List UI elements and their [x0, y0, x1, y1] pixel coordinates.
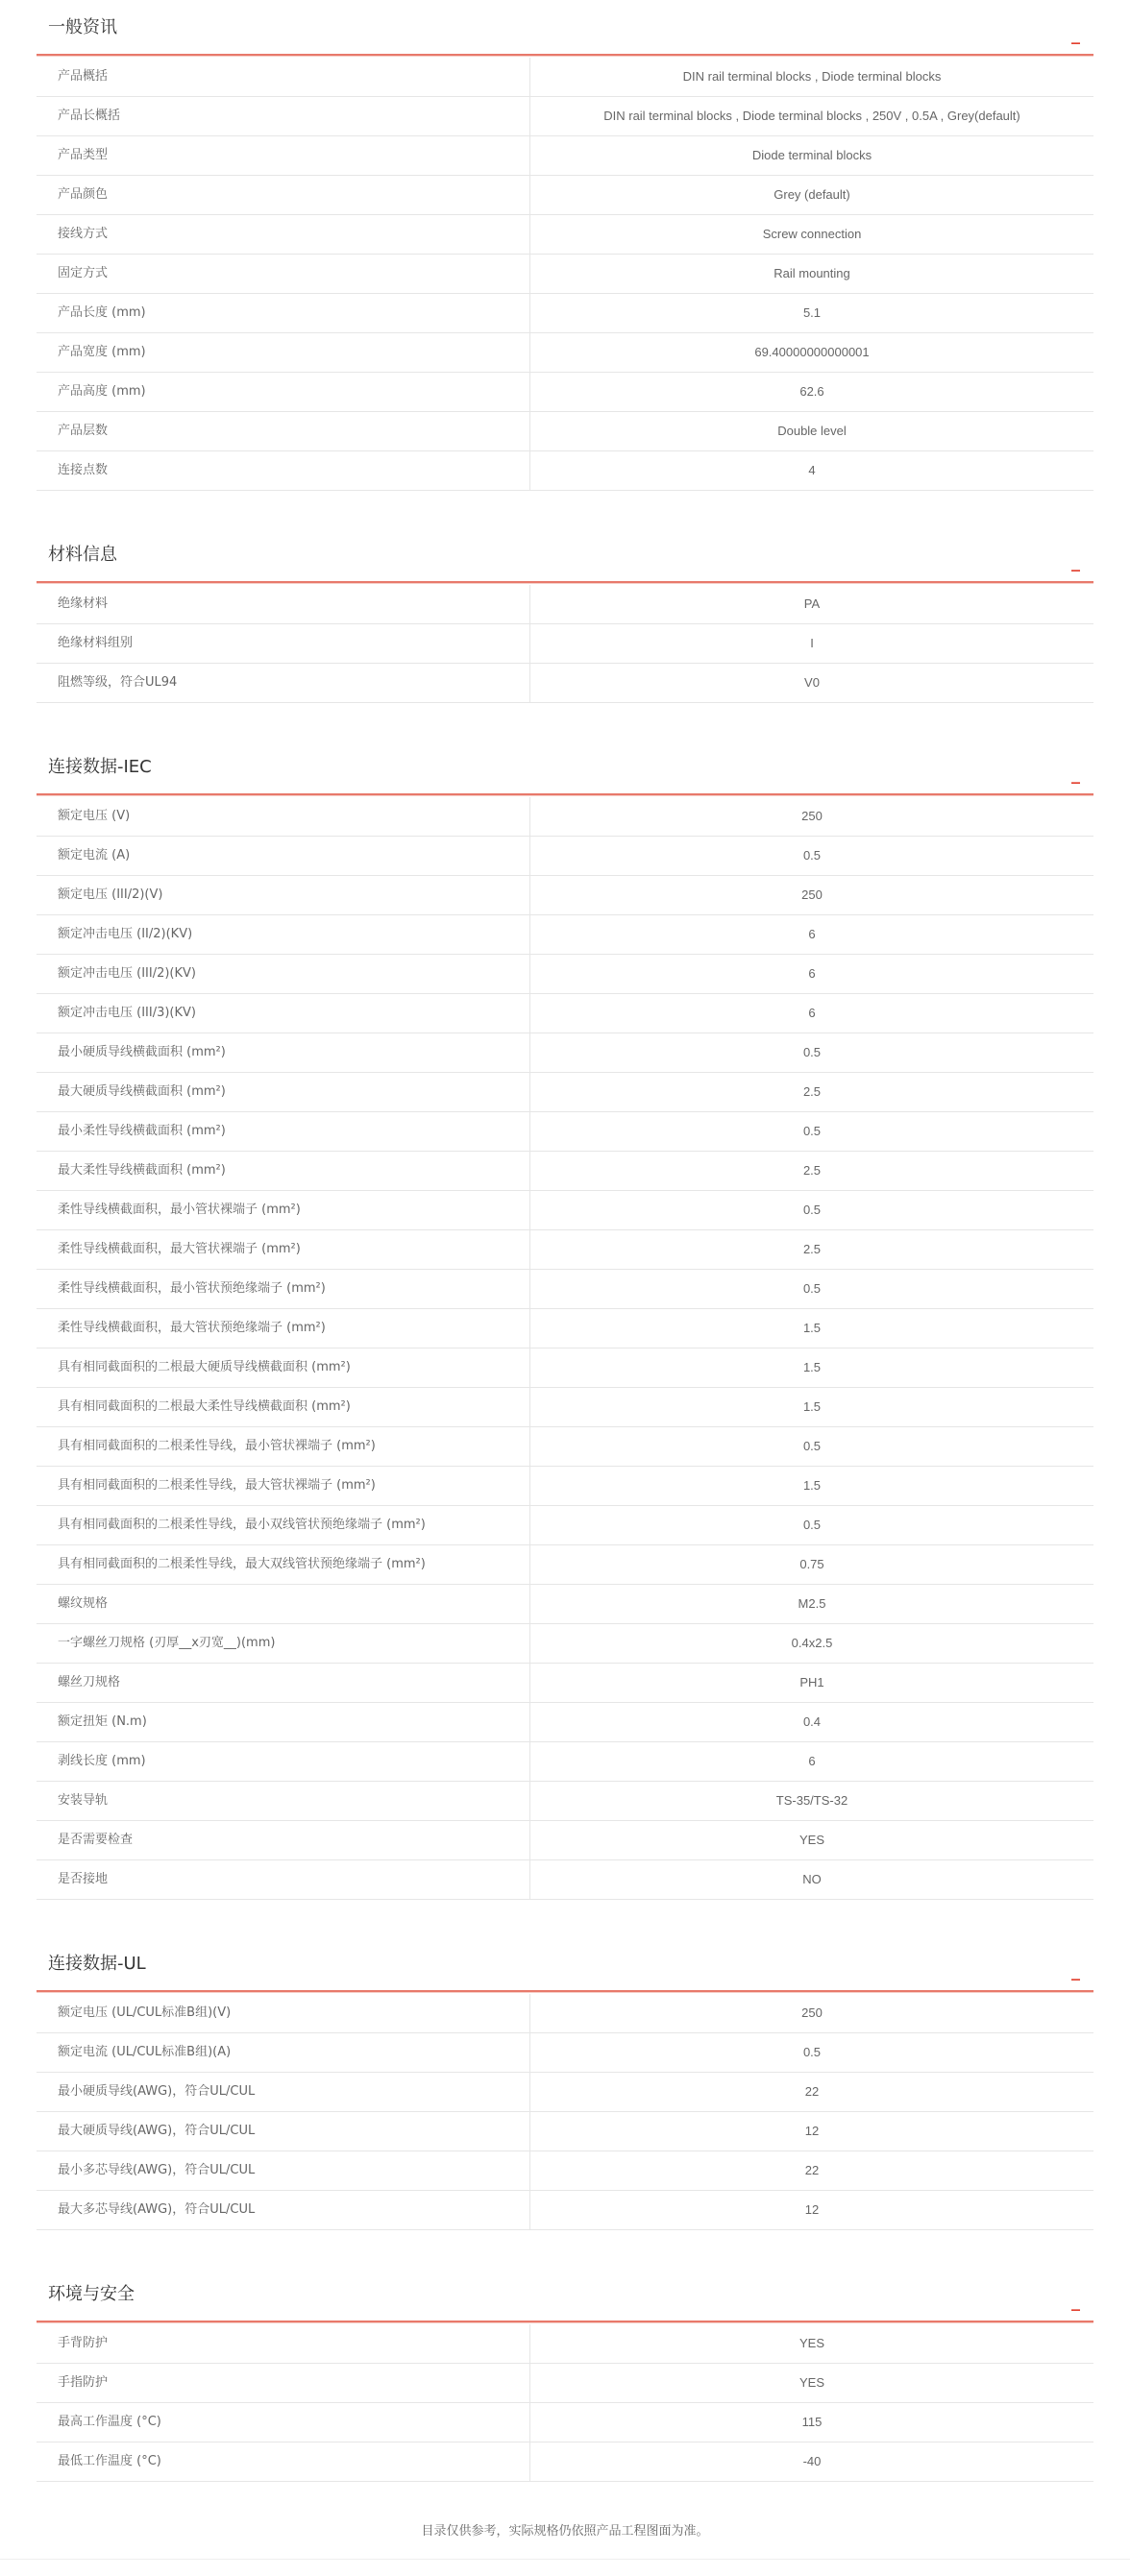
table-row — [37, 1703, 1093, 1742]
spec-value: 1.5 — [802, 1478, 822, 1493]
table-row — [37, 2073, 1093, 2112]
section-header — [37, 527, 1093, 583]
spec-value: I — [810, 636, 814, 650]
spec-label: 额定电压 (III/2)(V) — [37, 876, 530, 914]
spec-label: 连接点数 — [37, 451, 530, 490]
spec-sections — [37, 0, 1093, 2482]
spec-value: NO — [802, 1872, 822, 1886]
collapse-toggle-icon[interactable]: _ — [1071, 25, 1080, 45]
section-env — [37, 2267, 1093, 2482]
spec-label: 最高工作温度 (°C) — [37, 2403, 530, 2442]
spec-value: 6 — [808, 1754, 816, 1768]
spec-value: Rail mounting — [774, 266, 850, 280]
collapse-toggle-icon[interactable]: _ — [1071, 1961, 1080, 1981]
spec-value: 250 — [801, 809, 823, 823]
table-row — [37, 1585, 1093, 1624]
spec-value: Grey (default) — [774, 187, 850, 202]
spec-value: 1.5 — [802, 1360, 822, 1374]
spec-label: 最小柔性导线横截面积 (mm²) — [37, 1112, 530, 1151]
spec-label: 产品颜色 — [37, 176, 530, 214]
section-title: 连接数据-UL — [48, 1954, 146, 1974]
table-row — [37, 1112, 1093, 1152]
table-row — [37, 294, 1093, 333]
section-ul — [37, 1936, 1093, 2230]
table-row — [37, 1427, 1093, 1467]
spec-value: 6 — [808, 927, 816, 941]
spec-table — [37, 2324, 1093, 2482]
table-row — [37, 2151, 1093, 2191]
spec-value: 1.5 — [802, 1321, 822, 1335]
spec-value: 6 — [808, 1006, 816, 1020]
spec-label: 柔性导线横截面积，最大管状裸端子 (mm²) — [37, 1230, 530, 1269]
spec-value: M2.5 — [798, 1596, 826, 1611]
spec-label: 产品长度 (mm) — [37, 294, 530, 332]
spec-table — [37, 797, 1093, 1900]
spec-value: 12 — [804, 2124, 820, 2138]
spec-label: 剥线长度 (mm) — [37, 1742, 530, 1781]
section-header — [37, 740, 1093, 795]
spec-value: 22 — [804, 2084, 820, 2099]
spec-value: Screw connection — [762, 227, 862, 241]
spec-label: 额定扭矩 (N.m) — [37, 1703, 530, 1741]
spec-label: 螺纹规格 — [37, 1585, 530, 1623]
spec-value: DIN rail terminal blocks , Diode terminal blocks , 250V , 0.5A , Grey(default) — [603, 109, 1020, 123]
spec-value: 5.1 — [802, 305, 822, 320]
spec-label: 柔性导线横截面积，最大管状预绝缘端子 (mm²) — [37, 1309, 530, 1348]
table-row — [37, 1388, 1093, 1427]
table-row — [37, 1230, 1093, 1270]
spec-label: 固定方式 — [37, 255, 530, 293]
spec-value: PH1 — [799, 1675, 824, 1689]
section-title: 一般资讯 — [48, 17, 117, 37]
table-row — [37, 994, 1093, 1033]
spec-value: 69.40000000000001 — [754, 345, 870, 359]
spec-label: 是否接地 — [37, 1860, 530, 1899]
table-row — [37, 915, 1093, 955]
spec-label: 螺丝刀规格 — [37, 1664, 530, 1702]
table-row — [37, 373, 1093, 412]
spec-label: 最大柔性导线横截面积 (mm²) — [37, 1152, 530, 1190]
collapse-toggle-icon[interactable]: _ — [1071, 2292, 1080, 2312]
spec-label: 最小多芯导线(AWG)，符合UL/CUL — [37, 2151, 530, 2190]
table-row — [37, 955, 1093, 994]
table-row — [37, 215, 1093, 255]
table-row — [37, 624, 1093, 664]
table-row — [37, 1270, 1093, 1309]
table-row — [37, 585, 1093, 624]
table-row — [37, 1152, 1093, 1191]
table-row — [37, 664, 1093, 703]
spec-value: 0.75 — [799, 1557, 824, 1571]
spec-value: 62.6 — [799, 384, 824, 399]
table-row — [37, 1309, 1093, 1349]
section-header — [37, 0, 1093, 56]
spec-label: 最大硬质导线横截面积 (mm²) — [37, 1073, 530, 1111]
spec-table — [37, 58, 1093, 491]
spec-table — [37, 1994, 1093, 2230]
table-row — [37, 1664, 1093, 1703]
section-header — [37, 1936, 1093, 1992]
spec-value: 1.5 — [802, 1399, 822, 1414]
table-row — [37, 97, 1093, 136]
section-title: 连接数据-IEC — [48, 757, 152, 777]
spec-label: 具有相同截面积的二根最大柔性导线横截面积 (mm²) — [37, 1388, 530, 1426]
spec-label: 产品宽度 (mm) — [37, 333, 530, 372]
collapse-toggle-icon[interactable]: _ — [1071, 765, 1080, 785]
spec-value: 2.5 — [802, 1242, 822, 1256]
spec-value: 0.5 — [802, 848, 822, 863]
spec-value: 115 — [801, 2415, 823, 2429]
collapse-toggle-icon[interactable]: _ — [1071, 552, 1080, 572]
table-row — [37, 1506, 1093, 1545]
spec-value: 22 — [804, 2163, 820, 2177]
spec-label: 柔性导线横截面积，最小管状预绝缘端子 (mm²) — [37, 1270, 530, 1308]
table-row — [37, 2191, 1093, 2230]
section-iec — [37, 740, 1093, 1900]
table-row — [37, 1545, 1093, 1585]
spec-label: 安装导轨 — [37, 1782, 530, 1820]
table-row — [37, 1821, 1093, 1860]
spec-label: 产品层数 — [37, 412, 530, 450]
spec-value: 0.5 — [802, 1281, 822, 1296]
spec-value: -40 — [802, 2454, 822, 2468]
table-row — [37, 2403, 1093, 2442]
spec-value: 0.4 — [802, 1714, 822, 1729]
spec-label: 最小硬质导线(AWG)，符合UL/CUL — [37, 2073, 530, 2111]
section-general — [37, 0, 1093, 491]
table-row — [37, 1742, 1093, 1782]
table-row — [37, 797, 1093, 837]
spec-value: 0.5 — [802, 1045, 822, 1059]
spec-value: Double level — [777, 424, 847, 438]
table-row — [37, 2112, 1093, 2151]
spec-label: 接线方式 — [37, 215, 530, 254]
spec-value: 12 — [804, 2202, 820, 2217]
table-row — [37, 1349, 1093, 1388]
spec-value: 2.5 — [802, 1163, 822, 1178]
spec-label: 具有相同截面积的二根柔性导线，最小双线管状预绝缘端子 (mm²) — [37, 1506, 530, 1544]
table-row — [37, 837, 1093, 876]
spec-table — [37, 585, 1093, 703]
table-row — [37, 1994, 1093, 2033]
table-row — [37, 2442, 1093, 2482]
spec-label: 具有相同截面积的二根最大硬质导线横截面积 (mm²) — [37, 1349, 530, 1387]
table-row — [37, 1191, 1093, 1230]
table-row — [37, 451, 1093, 491]
spec-value: 2.5 — [802, 1084, 822, 1099]
spec-value: 6 — [808, 966, 816, 981]
spec-value: Diode terminal blocks — [751, 148, 872, 162]
table-row — [37, 2033, 1093, 2073]
spec-value: V0 — [804, 675, 820, 690]
spec-label: 一字螺丝刀规格 (刃厚__x刃宽__)(mm) — [37, 1624, 530, 1663]
table-row — [37, 1782, 1093, 1821]
spec-label: 是否需要检查 — [37, 1821, 530, 1859]
spec-label: 产品类型 — [37, 136, 530, 175]
spec-label: 绝缘材料组别 — [37, 624, 530, 663]
table-row — [37, 255, 1093, 294]
spec-value: PA — [803, 596, 821, 611]
spec-value: 0.5 — [802, 1439, 822, 1453]
spec-label: 手指防护 — [37, 2364, 530, 2402]
spec-label: 额定冲击电压 (III/2)(KV) — [37, 955, 530, 993]
table-row — [37, 1467, 1093, 1506]
spec-value: 0.5 — [802, 1124, 822, 1138]
footer-note: 目录仅供参考，实际规格仍依照产品工程图面为准。 — [421, 2524, 709, 2539]
spec-label: 额定电压 (UL/CUL标准B组)(V) — [37, 1994, 530, 2032]
spec-value: 250 — [801, 2005, 823, 2020]
spec-value: 0.5 — [802, 2045, 822, 2059]
spec-label: 手背防护 — [37, 2324, 530, 2363]
spec-label: 额定电压 (V) — [37, 797, 530, 836]
spec-label: 最小硬质导线横截面积 (mm²) — [37, 1033, 530, 1072]
section-header — [37, 2267, 1093, 2322]
table-row — [37, 176, 1093, 215]
table-row — [37, 1860, 1093, 1900]
spec-label: 绝缘材料 — [37, 585, 530, 623]
spec-value: YES — [798, 1833, 824, 1847]
spec-label: 具有相同截面积的二根柔性导线，最大管状裸端子 (mm²) — [37, 1467, 530, 1505]
spec-value: 0.5 — [802, 1518, 822, 1532]
section-material — [37, 527, 1093, 703]
spec-value: 0.4x2.5 — [791, 1636, 833, 1650]
table-row — [37, 333, 1093, 373]
spec-value: DIN rail terminal blocks , Diode terminal blocks — [682, 69, 942, 84]
spec-label: 产品概括 — [37, 58, 530, 96]
spec-label: 具有相同截面积的二根柔性导线，最小管状裸端子 (mm²) — [37, 1427, 530, 1466]
spec-value: 4 — [808, 463, 816, 477]
table-row — [37, 412, 1093, 451]
table-row — [37, 1624, 1093, 1664]
spec-label: 最大多芯导线(AWG)，符合UL/CUL — [37, 2191, 530, 2229]
table-row — [37, 2324, 1093, 2364]
section-title: 材料信息 — [48, 545, 117, 565]
table-row — [37, 876, 1093, 915]
table-row — [37, 1033, 1093, 1073]
table-row — [37, 1073, 1093, 1112]
spec-label: 产品长概括 — [37, 97, 530, 135]
spec-value: YES — [798, 2375, 824, 2390]
spec-value: TS-35/TS-32 — [775, 1793, 848, 1808]
spec-label: 阻燃等级，符合UL94 — [37, 664, 530, 702]
spec-label: 额定电流 (UL/CUL标准B组)(A) — [37, 2033, 530, 2072]
spec-label: 最大硬质导线(AWG)，符合UL/CUL — [37, 2112, 530, 2151]
spec-value: YES — [798, 2336, 824, 2350]
spec-label: 额定电流 (A) — [37, 837, 530, 875]
footer-divider — [0, 2559, 1130, 2560]
section-title: 环境与安全 — [48, 2284, 135, 2304]
spec-label: 产品高度 (mm) — [37, 373, 530, 411]
table-row — [37, 58, 1093, 97]
spec-label: 具有相同截面积的二根柔性导线，最大双线管状预绝缘端子 (mm²) — [37, 1545, 530, 1584]
spec-label: 最低工作温度 (°C) — [37, 2442, 530, 2481]
table-row — [37, 136, 1093, 176]
spec-page — [37, 0, 1093, 2518]
spec-value: 250 — [801, 887, 823, 902]
spec-value: 0.5 — [802, 1203, 822, 1217]
table-row — [37, 2364, 1093, 2403]
spec-label: 额定冲击电压 (II/2)(KV) — [37, 915, 530, 954]
spec-label: 额定冲击电压 (III/3)(KV) — [37, 994, 530, 1033]
spec-label: 柔性导线横截面积，最小管状裸端子 (mm²) — [37, 1191, 530, 1229]
